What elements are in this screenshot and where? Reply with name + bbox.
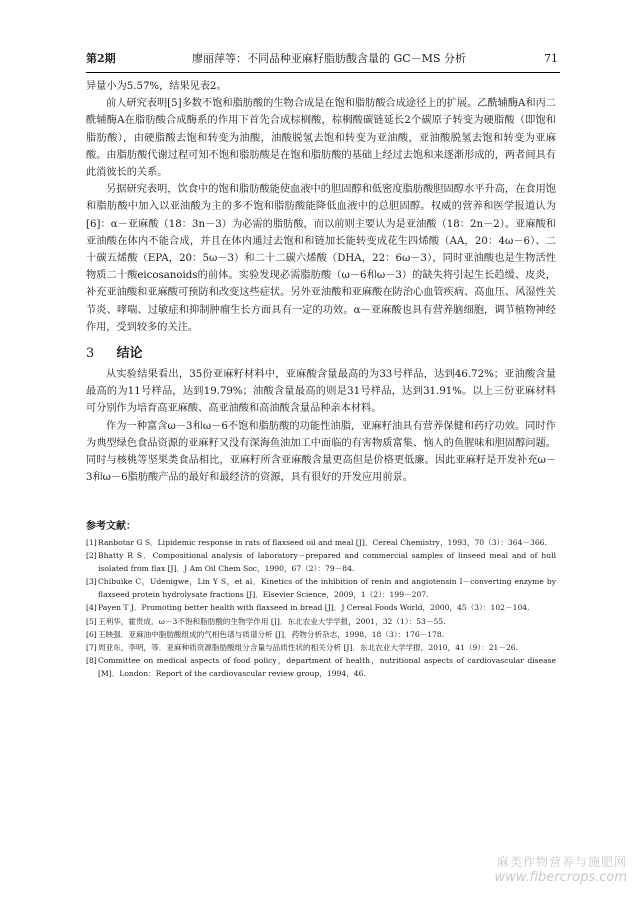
paragraph-conclusion: 作为一种富含ω－3和ω－6不饱和脂肪酸的功能性油脂，亚麻籽油具有营养保健和药疗功效。同时作为典型绿色食品资源的亚麻籽又没有深海鱼油加工中面临的有害物质富集、恼人的鱼腥味和胆固醇问题。同时与核桃等坚果类食品相比，亚麻籽所含亚麻酸含量更高但是价格更低廉。因此亚麻籽是开发补充ω－3和ω－6脂肪酸产品的最好和最经济的资源，具有很好的开发应用前景。	[86, 420, 556, 484]
running-title: 廖丽萍等：不同品种亚麻籽脂肪酸含量的 GC－MS 分析	[192, 52, 466, 65]
reference-text: Payen T J．Promoting better health with flaxseed in bread [J]．J Cereal Foods World，2000，45（3）：102－104.	[98, 603, 530, 613]
reference-number: [3]	[86, 577, 97, 587]
section-number: 3	[86, 346, 95, 362]
reference-text: 王利华，霍贵成．ω－3不饱和脂肪酸的生物学作用 [J]．东北农业大学学报，2001，32（1）：53－55.	[98, 616, 446, 626]
section-heading	[86, 345, 556, 363]
reference-item	[86, 601, 556, 614]
reference-text: 王映强．亚麻油中脂肪酸组成的气相色谱与质谱分析 [J]．药物分析杂志，1998，18（3）：176－178.	[98, 629, 445, 639]
section-title: 结论	[116, 346, 143, 362]
watermark-url: www.fibercrops.com	[494, 870, 627, 885]
reference-item	[86, 615, 556, 628]
watermark	[494, 854, 627, 886]
reference-list	[86, 536, 556, 680]
references	[86, 520, 556, 680]
reference-text: Committee on medical aspects of food policy，department of health，nutritional aspects of cardiovascular disease [M]．London：Report of the cardiovascular review group，1994，46.	[98, 655, 556, 678]
reference-text: Bhatty R S．Compositional analysis of laboratory－prepared and commercial samples of linseed meal and of hull isolated from flax [J]．J Am Oil Chem Soc，1990，67（2）：79－84.	[98, 551, 556, 574]
paragraph-biosynthesis: 前人研究表明[5]多数不饱和脂肪酸的生物合成是在饱和脂肪酸合成途径上的扩展。乙酰辅酶A和丙二酰辅酶A在脂肪酸合成酶系的作用下首先合成棕榈酸，棕榈酸碳链延长2个碳原子转变为硬脂酸（即饱和脂肪酸），由硬脂酸去饱和转变为油酸，油酸脱氢去饱和转变为亚油酸，亚油酸脱氢去饱和转变为亚麻酸。由脂肪酸代谢过程可知不饱和脂肪酸是在饱和脂肪酸的基础上经过去饱和来逐渐形成的，两者间具有此消彼长的关系。	[86, 98, 556, 179]
reference-number: [2]	[86, 551, 97, 561]
reference-text: Ranbotar G S．Lipidemic response in rats of flaxseed oil and meal [J]．Cereal Chemistry，1993，70（3）：364－366.	[98, 538, 547, 547]
reference-number: [1]	[86, 538, 97, 547]
paragraph-results: 从实验结果看出，35份亚麻籽材料中，亚麻酸含量最高的为33号样品，达到46.72%；亚油酸含量最高的为11号样品，达到19.79%；油酸含量最高的则是31号样品，达到31.91%。以上三份亚麻材料可分别作为培育高亚麻酸、高亚油酸和高油酸含量品种亲本材料。	[86, 369, 556, 415]
reference-text: 周亚东，李明，等．亚麻种质资源脂肪酸组分含量与品质性状的相关分析 [J]．东北农业大学学报，2010，41（9）：21－26.	[98, 642, 519, 652]
paragraph-nutrition: 另据研究表明，饮食中的饱和脂肪酸能使血液中的胆固醇和低密度脂肪酸胆固醇水平升高，在食用饱和脂肪酸中加入以亚油酸为主的多不饱和脂肪酸能降低血液中的总胆固醇。权威的营养和医学报道认为[6]：α－亚麻酸（18：3n－3）为必需的脂肪酸，而以前则主要认为是亚油酸（18：2n－2）。亚麻酸和亚油酸在体内不能合成，并且在体内通过去饱和和链加长能转变成花生四烯酸（AA，20：4ω－6）、二十碳五烯酸（EPA，20：5ω－3）和二十二碳六烯酸（DHA，22：6ω－3），同时亚油酸也是生物活性物质二十酸eicosanoids的前体。实验发现必需脂肪酸（ω－6和ω－3）的缺失将引起生长趋缓、皮炎，补充亚油酸和亚麻酸可预防和改变这些症状。另外亚油酸和亚麻酸在防治心血管疾病、高血压、风湿性关节炎、哮喘、过敏症和抑制肿瘤生长方面具有一定的功效。α－亚麻酸也具有营养脑细胞，调节植物神经作用，受到较多的关注。	[86, 184, 556, 333]
header-rule	[86, 72, 560, 73]
running-header	[86, 50, 558, 68]
reference-item	[86, 641, 556, 654]
watermark-site-name: 麻类作物营养与施肥网	[496, 855, 627, 869]
references-title: 参考文献：	[86, 521, 136, 532]
reference-item	[86, 549, 556, 575]
reference-text: Chibuike C，Udenigwe，Lin Y S，et al．Kinetics of the inhibition of renin and angiotensin I－converting enzyme by flaxseed protein hydrolysate fractions [J]．Elsevier Science，2009，1（2）：199－207.	[98, 577, 556, 600]
reference-number: [6]	[86, 629, 97, 639]
reference-number: [8]	[86, 655, 97, 665]
reference-item	[86, 654, 556, 680]
article-body	[86, 78, 556, 486]
reference-number: [7]	[86, 642, 97, 652]
reference-number: [4]	[86, 603, 97, 613]
reference-item	[86, 575, 556, 601]
reference-item	[86, 628, 556, 641]
paragraph-continued: 异量小为5.57%，结果见表2。	[86, 81, 227, 92]
page-number: 71	[544, 52, 558, 65]
reference-item	[86, 536, 556, 549]
reference-number: [5]	[86, 616, 97, 626]
issue-number: 第2期	[86, 52, 116, 65]
